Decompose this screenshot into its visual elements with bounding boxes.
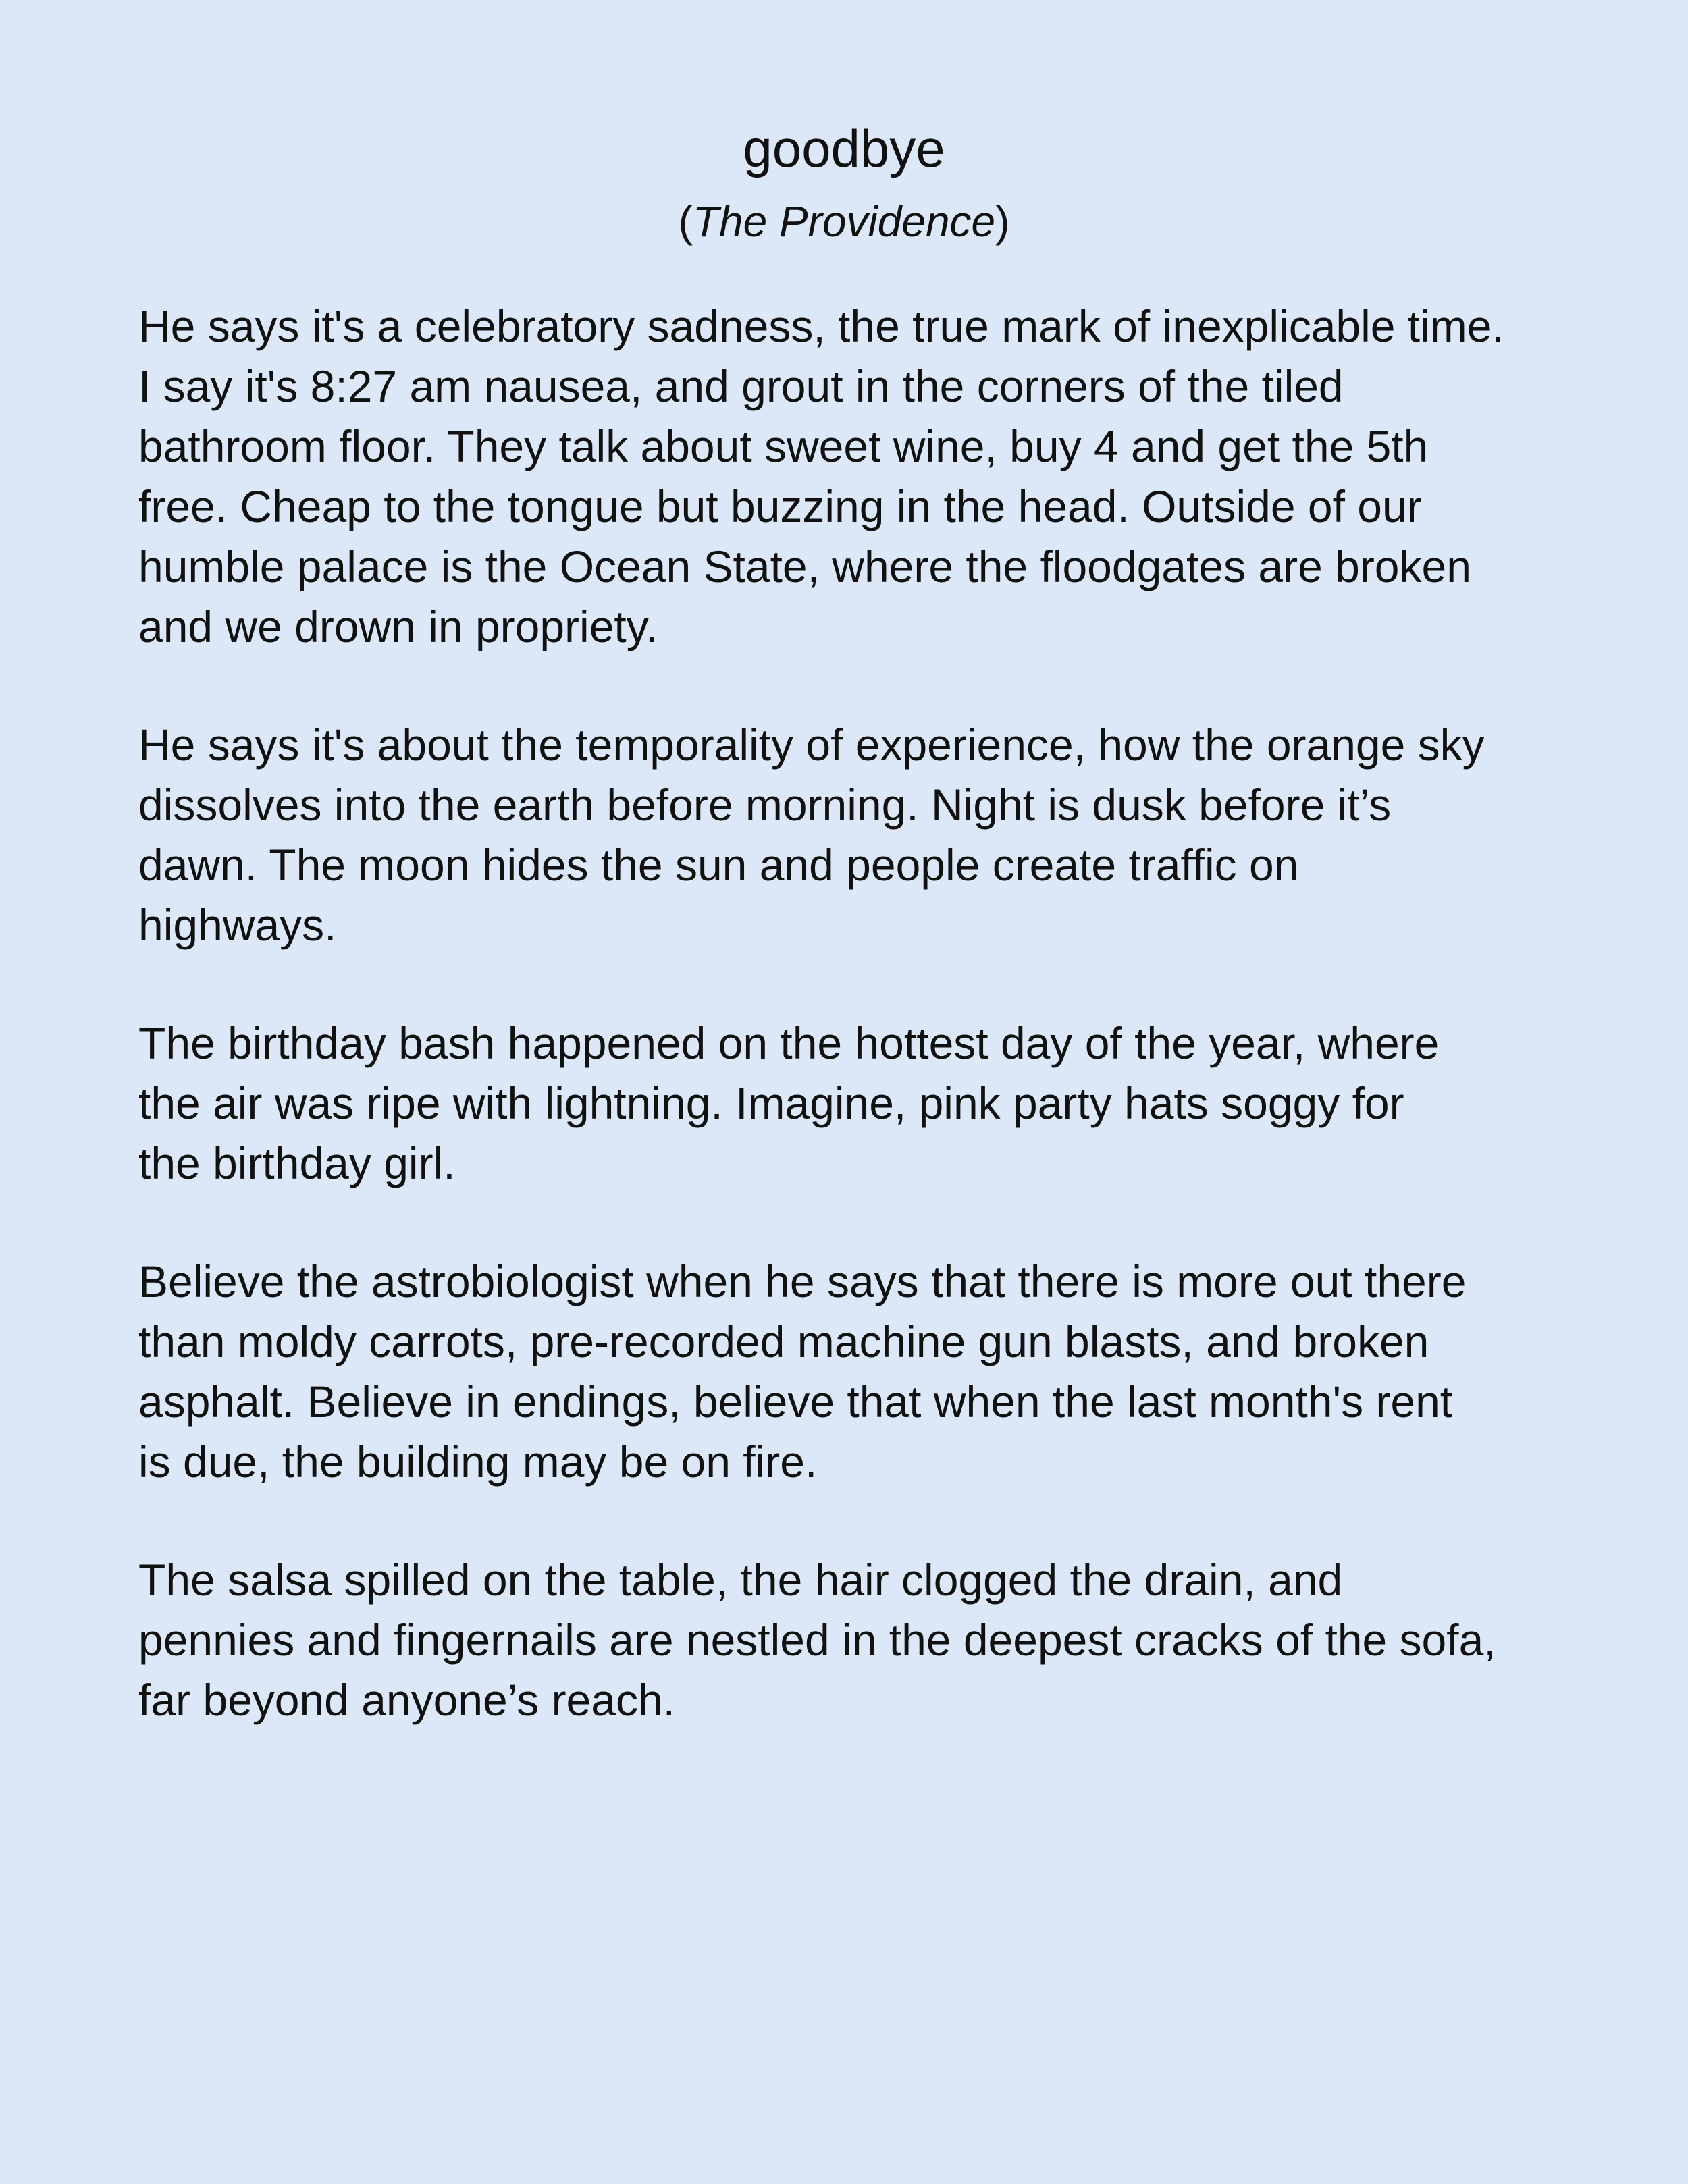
- paragraph-line: dawn. The moon hides the sun and people create traffic on: [138, 840, 1299, 890]
- paragraph-line: free. Cheap to the tongue but buzzing in the head. Outside of our: [138, 481, 1422, 531]
- paragraph-line: The birthday bash happened on the hottest day of the year, where: [138, 1018, 1440, 1068]
- paragraph-line: Believe the astrobiologist when he says that there is more out there: [138, 1256, 1467, 1306]
- paragraph-line: far beyond anyone’s reach.: [138, 1675, 675, 1725]
- document-subtitle: [0, 191, 1688, 252]
- paragraph-line: dissolves into the earth before morning. Night is dusk before it’s: [138, 780, 1392, 830]
- paragraph-1: [138, 296, 1570, 657]
- paragraph-4: [138, 1252, 1570, 1492]
- subtitle-close-paren: ): [995, 197, 1010, 246]
- subtitle-name: The Providence: [692, 197, 996, 246]
- paragraph-line: the birthday girl.: [138, 1138, 456, 1188]
- paragraph-2: [138, 715, 1570, 955]
- paragraph-line: is due, the building may be on fire.: [138, 1437, 818, 1487]
- paragraph-line: He says it's a celebratory sadness, the true mark of inexplicable time.: [138, 301, 1504, 351]
- paragraph-3: [138, 1013, 1570, 1194]
- document-body: [138, 296, 1570, 1788]
- subtitle-open-paren: (: [678, 197, 693, 246]
- paragraph-line: than moldy carrots, pre-recorded machine gun blasts, and broken: [138, 1316, 1429, 1366]
- paragraph-line: humble palace is the Ocean State, where the floodgates are broken: [138, 541, 1471, 591]
- paragraph-line: asphalt. Believe in endings, believe that when the last month's rent: [138, 1377, 1453, 1427]
- paragraph-line: I say it's 8:27 am nausea, and grout in the corners of the tiled: [138, 361, 1344, 411]
- paragraph-line: bathroom floor. They talk about sweet wine, buy 4 and get the 5th: [138, 421, 1429, 471]
- document-title: goodbye: [743, 119, 945, 178]
- paragraph-line: and we drown in propriety.: [138, 602, 658, 651]
- paragraph-line: the air was ripe with lightning. Imagine, pink party hats soggy for: [138, 1078, 1404, 1128]
- paragraph-line: highways.: [138, 900, 337, 950]
- paragraph-line: pennies and fingernails are nestled in the deepest cracks of the sofa,: [138, 1615, 1496, 1665]
- paragraph-5: [138, 1550, 1570, 1730]
- paragraph-line: He says it's about the temporality of experience, how the orange sky: [138, 720, 1485, 770]
- paragraph-line: The salsa spilled on the table, the hair clogged the drain, and: [138, 1555, 1343, 1605]
